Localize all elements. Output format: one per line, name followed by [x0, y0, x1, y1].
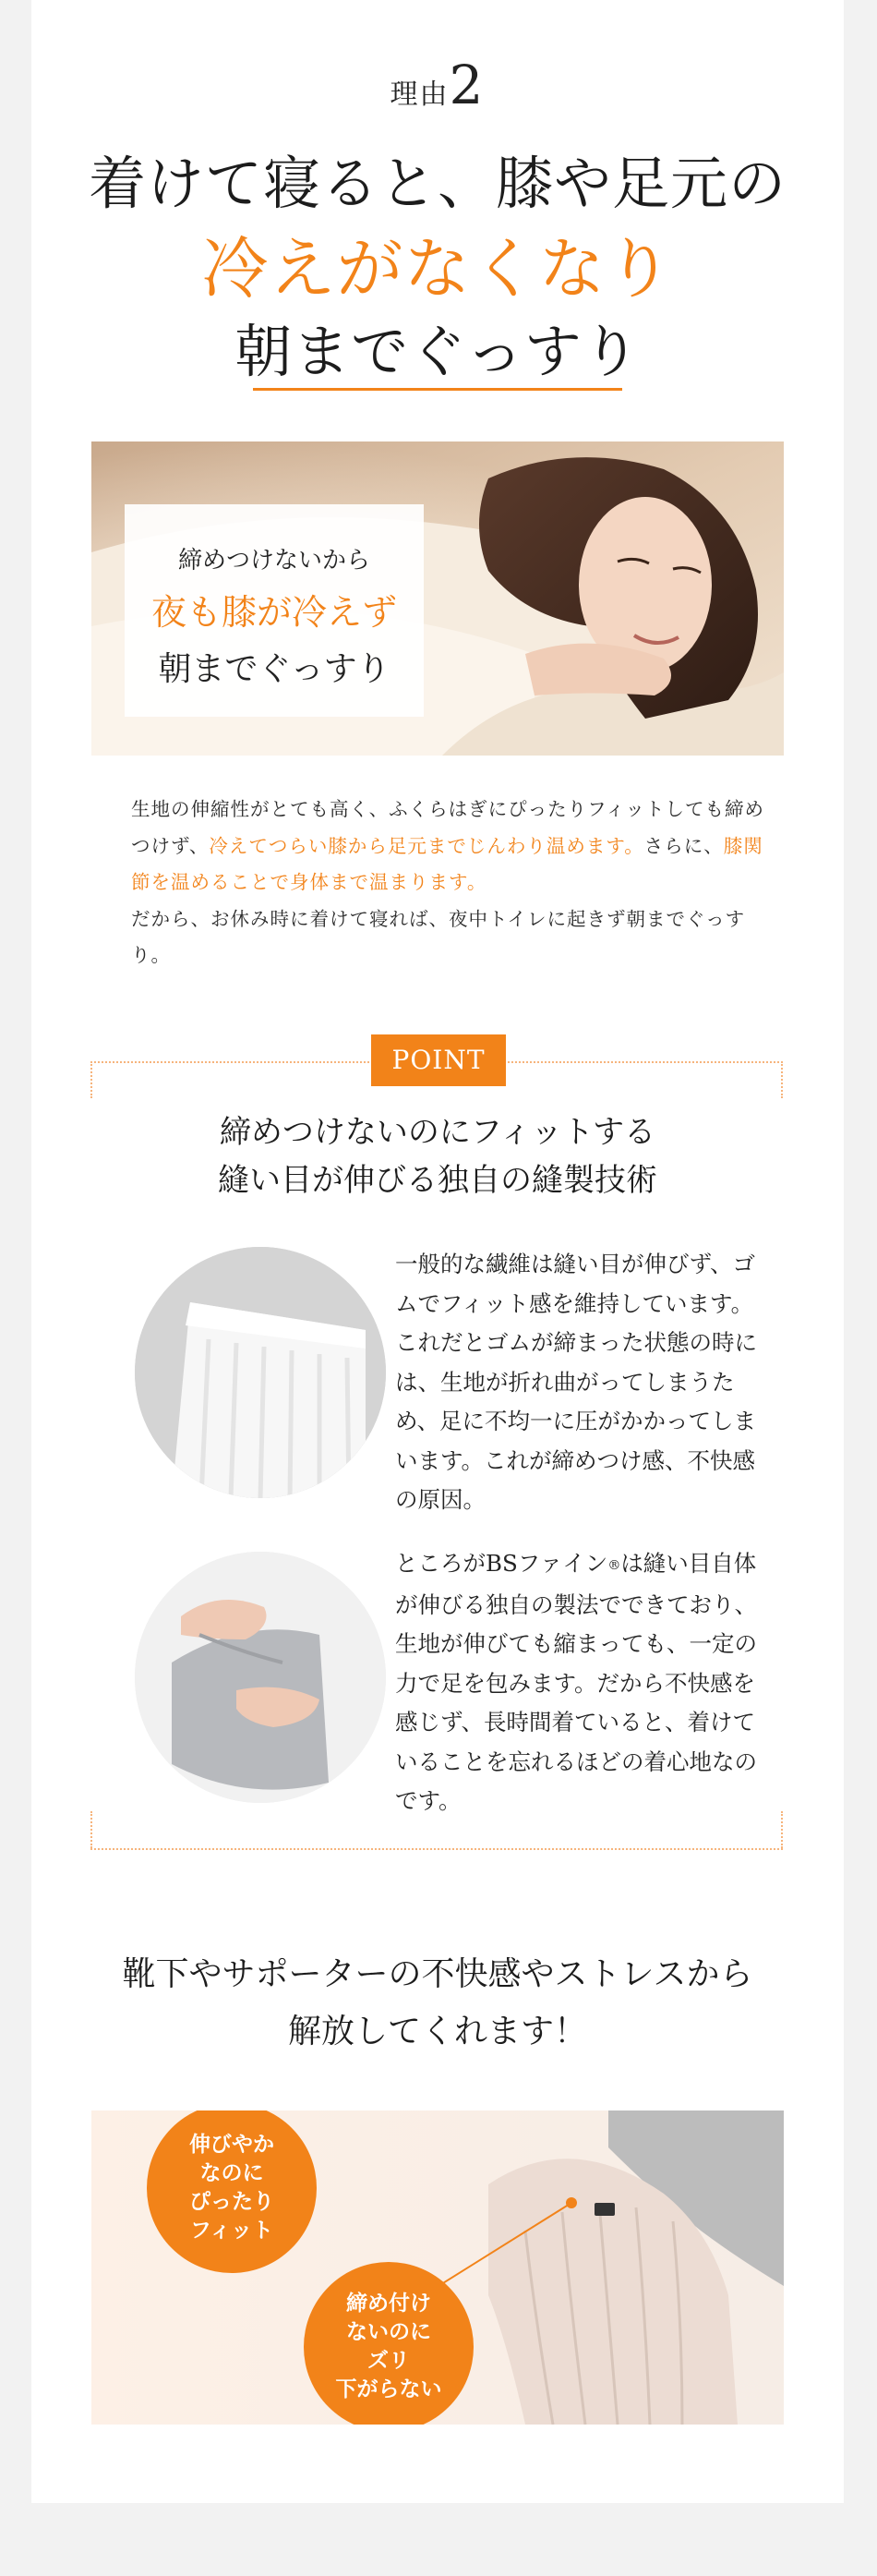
- knee-support-photo: [91, 2110, 784, 2425]
- headline-underline: [253, 388, 622, 391]
- point-paragraph-2b: は縫い目自体が伸びる独自の製法でできており、生地が伸びても縮まっても、一定の力で足を包みます。だから不快感を感じず、長時間着ていると、着けていることを忘れるほどの着心地なのです。: [395, 1550, 757, 1814]
- headline-line3: 朝までぐっすり: [234, 318, 641, 385]
- point-badge: POINT: [371, 1034, 506, 1086]
- point-box-corner-tr: [781, 1061, 783, 1098]
- fit-callout-bubble: [147, 2110, 317, 2273]
- reason-label: 理由: [390, 79, 450, 111]
- desc-text-3: だから、お休み時に着けて寝れば、夜中トイレに起きず朝までぐっすり。: [131, 907, 746, 966]
- point-title-line2: 縫い目が伸びる独自の縫製技術: [218, 1162, 657, 1199]
- point-box-corner-tl: [90, 1061, 92, 1098]
- reason-heading: [31, 54, 844, 116]
- point-paragraph-2: [395, 1544, 764, 1821]
- closing-line1: 靴下やサポーターの不快感やストレスから: [122, 1955, 753, 1993]
- desc-text-2: さらに、: [643, 834, 724, 857]
- desc-highlight-1: 冷えてつらい膝から足元までじんわり温めます。: [209, 834, 644, 857]
- description-paragraph: [131, 792, 768, 974]
- point-paragraph-1: 一般的な繊維は縫い目が伸びず、ゴムでフィット感を維持しています。これだとゴムが締まった状態の時には、生地が折れ曲がってしまうため、足に不均一に圧がかかってしまいます。これが締めつけ感、不快感の原因。: [395, 1251, 757, 1513]
- no-slip-callout-bubble: [304, 2262, 474, 2425]
- headline-line1: 着けて寝ると、膝や足元の: [88, 150, 787, 217]
- point-box-corner-br: [781, 1811, 783, 1848]
- fit-callout-text: 伸びやか なのに ぴったり フィット: [189, 2133, 274, 2243]
- hero-caption-line1: 締めつけないから: [177, 547, 370, 574]
- hero-caption-line3: 朝までぐっすり: [158, 650, 390, 688]
- point-box-corner-bl: [90, 1811, 92, 1848]
- fabric-circle-image: [135, 1247, 386, 1498]
- registered-mark: ®: [607, 1558, 621, 1573]
- content-card: [31, 0, 844, 2503]
- point-title-line1: 締めつけないのにフィットする: [219, 1114, 656, 1151]
- headline-line2: 冷えがなくなり: [201, 230, 674, 308]
- closing-line2: 解放してくれます！: [287, 2013, 587, 2050]
- desc-highlight-2: 膝関節を温めることで身体まで温まります。: [131, 834, 763, 893]
- knee-stretch-illustration: [135, 1552, 386, 1803]
- hero-photo: [91, 441, 784, 756]
- knee-circle-image: [135, 1552, 386, 1803]
- reason-number: 2: [449, 54, 486, 116]
- hero-caption-line2: 夜も膝が冷えず: [150, 592, 397, 633]
- ribbed-fabric-illustration: [135, 1247, 386, 1498]
- desc-text-1: 生地の伸縮性がとても高く、ふくらはぎにぴったりフィットしても締めつけず、: [131, 798, 764, 857]
- hero-caption-box: [125, 504, 424, 717]
- point-paragraph-2a: ところがBSファイン: [395, 1550, 608, 1577]
- no-slip-callout-text: 締め付け ないのに ズリ 下がらない: [335, 2292, 442, 2401]
